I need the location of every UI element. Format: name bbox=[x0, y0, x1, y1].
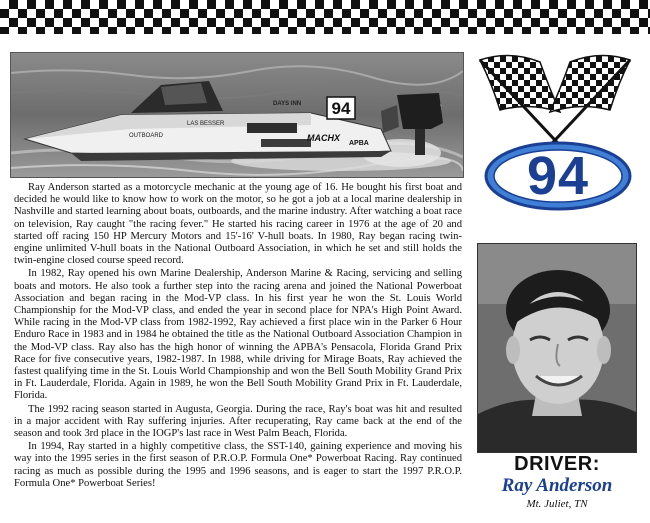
race-number: 94 bbox=[526, 146, 590, 206]
boat-photo-image bbox=[11, 53, 463, 177]
driver-label: DRIVER: bbox=[514, 453, 600, 475]
sponsor-mark: LAS BESSER bbox=[187, 121, 225, 127]
bio-paragraph: In 1994, Ray started in a highly competitive class, the SST-140, gaining experience and moving his way into the 1995 series in the first season of P.R.O.P. Formula One* Powerboat Racing. Ray continued racing as much as possible during the 1995 and 1996 seasons, and is eager to start the 1997 P.R.O.P. Formula One* Powerboat Series! bbox=[14, 441, 462, 489]
checkered-border-top bbox=[0, 0, 650, 36]
boat-hull-number: 94 bbox=[331, 99, 351, 118]
bio-paragraph: Ray Anderson started as a motorcycle mechanic at the young age of 16. He bought his first boat and decided he would like to know how to work on the motor, so he got a job at a local marine dealership in Nashville and started learning about boats, outboards, and the marine industry. After watching a boat race on television, Ray caught "the racing fever." He started his racing career in 1976 at the age of 20 and started off racing 150 HP Mercury Motors and 15'-16' V-hull boats. In 1980, Ray began racing twin-engine unlimited V-hull boats in the National Outboard Association, in which he set and still holds the twin-engine closed course speed record. bbox=[14, 182, 462, 267]
sponsor-mark: APBA bbox=[349, 140, 369, 147]
driver-name: Ray Anderson bbox=[501, 475, 613, 496]
bio-paragraph: In 1982, Ray opened his own Marine Dealership, Anderson Marine & Racing, servicing and selling boats and motors. He also took a further step into the racing arena and joined the National Powerboat Association and began racing in the Mod-VP class. In his first year he won the St. Louis World Championship for the Mod-VP class, and ended the year in second place for NPA's High Point Award. While racing in the Mod-VP class from 1982-1992, Ray achieved a first place win in the Parker 6 Hour Enduro Race in 1983 and in 1984 he obtained the title as the National Outboard Association Champion in the Mod-VP class. Ray also has the high honor of winning the APBA's Pensacola, Florida Grand Prix Race for five consecutive years, 1982-1987. In 1988, while driving for Mirage Boats, Ray achieved the fastest qualifying time in the St. Louis World Championship and won the Bell South Mobility Grand Prix in Ft. Lauderdale, Florida. Again in 1989, he won the Bell South Mobility Grand Prix in Ft. Lauderdale, Florida. bbox=[14, 268, 462, 402]
boat-photo bbox=[10, 52, 464, 178]
driver-location: Mt. Juliet, TN bbox=[526, 498, 588, 510]
driver-biography bbox=[14, 182, 462, 518]
driver-portrait bbox=[477, 243, 637, 453]
sponsor-mark: OUTBOARD bbox=[129, 133, 164, 139]
bio-paragraph: The 1992 racing season started in Augusta, Georgia. During the race, Ray's boat was hit and resulted in a major accident with Ray suffering injuries. After recuperating, Ray came back at the end of the season and took 3rd place in the IOGP's last race in West Palm Beach, Florida. bbox=[14, 403, 462, 440]
sponsor-mark: DAYS INN bbox=[273, 101, 302, 107]
sponsor-mark: MACHX bbox=[307, 133, 340, 143]
